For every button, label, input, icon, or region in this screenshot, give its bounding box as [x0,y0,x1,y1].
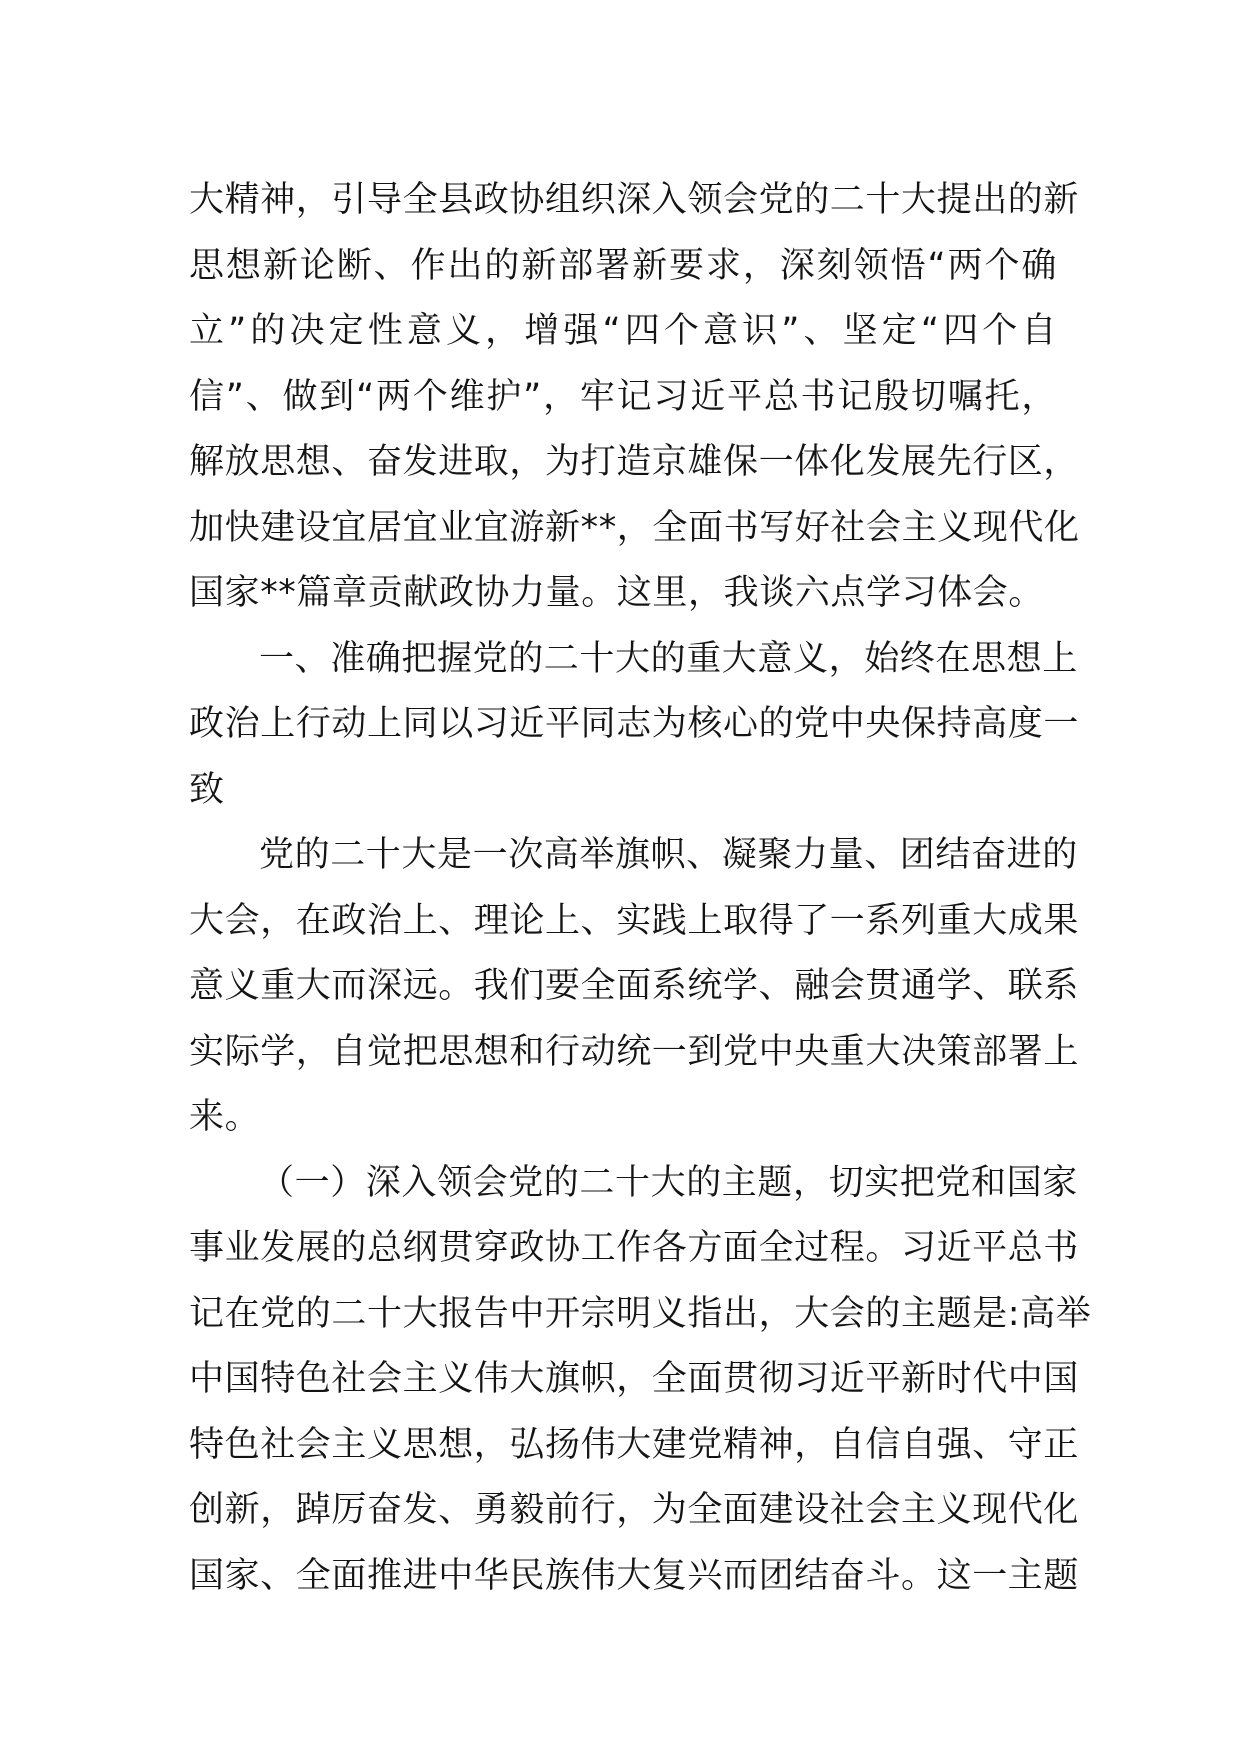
text-line: 创新，踔厉奋发、勇毅前行，为全面建设社会主义现代化 [189,1490,1080,1530]
text-line: 致 [189,769,225,810]
text-line: 大精神，引导全县政协组织深入领会党的二十大提出的新 [189,180,1080,220]
text-line: 特色社会主义思想，弘扬伟大建党精神，自信自强、守正 [189,1424,1080,1465]
text-line: 信”、做到“两个维护”，牢记习近平总书记殷切嘱托， [189,376,1057,417]
text-line: 国家**篇章贡献政协力量。这里，我谈六点学习体会。 [189,573,1045,613]
text-line: 加快建设宜居宜业宜游新**，全面书写好社会主义现代化 [189,507,1080,548]
text-line: 意义重大而深远。我们要全面系统学、融会贯通学、联系 [189,966,1080,1006]
text-line: 国家、全面推进中华民族伟大复兴而团结奋斗。这一主题 [189,1555,1080,1596]
text-line: 立”的决定性意义，增强“四个意识”、坚定“四个自 [189,311,1057,351]
text-line: 事业发展的总纲贯穿政协工作各方面全过程。习近平总书 [189,1228,1080,1268]
text-line: 解放思想、奋发进取，为打造京雄保一体化发展先行区， [189,442,1080,482]
paragraph-first-line: （一）深入领会党的二十大的主题，切实把党和国家 [259,1162,1078,1203]
text-line: 思想新论断、作出的新部署新要求，深刻领悟“两个确 [189,245,1057,286]
text-line: 来。 [189,1097,261,1137]
text-line: 中国特色社会主义伟大旗帜，全面贯彻习近平新时代中国 [189,1359,1080,1399]
paragraph-first-line: 党的二十大是一次高举旗帜、凝聚力量、团结奋进的 [259,835,1078,875]
document-body [189,168,1092,1609]
paragraph-first-line: 一、准确把握党的二十大的重大意义，始终在思想上 [259,638,1078,679]
text-line: 政治上行动上同以习近平同志为核心的党中央保持高度一 [189,704,1080,744]
text-line: 记在党的二十大报告中开宗明义指出，大会的主题是:高举 [189,1293,1092,1334]
text-line: 实际学，自觉把思想和行动统一到党中央重大决策部署上 [189,1031,1080,1072]
text-line: 大会，在政治上、理论上、实践上取得了一系列重大成果 [189,900,1080,941]
